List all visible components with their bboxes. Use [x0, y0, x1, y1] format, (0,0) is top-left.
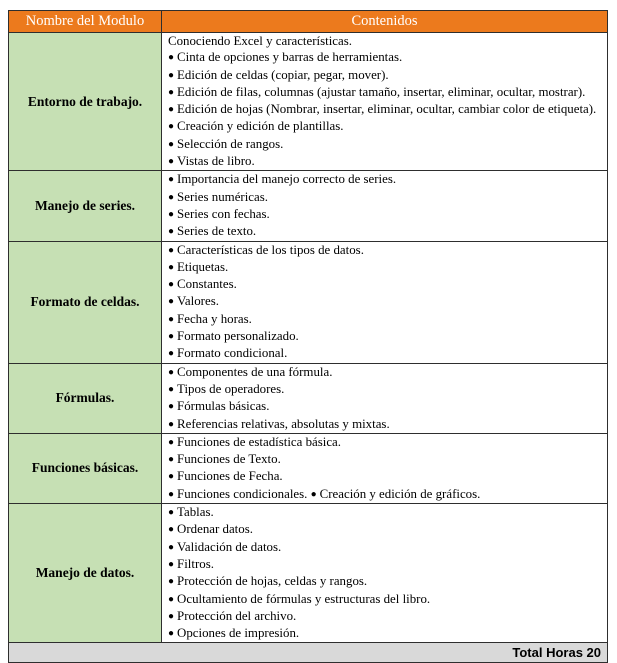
- bullet-icon: ●: [168, 226, 175, 238]
- bullet-icon: ●: [168, 296, 175, 308]
- content-item: [168, 153, 601, 170]
- content-item: [168, 189, 601, 206]
- course-content-table: [8, 10, 608, 663]
- content-item: [168, 486, 601, 503]
- bullet-icon: ●: [168, 69, 175, 81]
- bullet-icon: ●: [310, 488, 317, 500]
- content-item: [168, 608, 601, 625]
- content-item: [168, 398, 601, 415]
- total-row: [9, 643, 608, 663]
- content-item-text: Características de los tipos de datos.: [177, 242, 364, 257]
- content-item-text: Formato personalizado.: [177, 329, 299, 344]
- content-item: [168, 293, 601, 310]
- module-name: Entorno de trabajo.: [9, 33, 162, 171]
- bullet-icon: ●: [168, 191, 175, 203]
- content-item: [168, 539, 601, 556]
- content-item-text: Opciones de impresión.: [177, 626, 300, 641]
- module-name: Manejo de series.: [9, 171, 162, 241]
- bullet-icon: ●: [168, 86, 175, 98]
- content-item-text: Validación de datos.: [177, 539, 282, 554]
- module-contents: [162, 241, 608, 363]
- content-item-text: Fecha y horas.: [177, 311, 252, 326]
- content-item: [168, 591, 601, 608]
- content-item-text: Selección de rangos.: [177, 136, 284, 151]
- content-item-text: Fórmulas básicas.: [177, 399, 270, 414]
- content-item: [168, 468, 601, 485]
- bullet-icon: ●: [168, 156, 175, 168]
- content-item-text: Formato condicional.: [177, 346, 288, 361]
- module-row: [9, 171, 608, 241]
- header-contents: Contenidos: [162, 11, 608, 33]
- content-item: [168, 223, 601, 240]
- content-item-text: Cinta de opciones y barras de herramientas.: [177, 50, 403, 65]
- content-item: [168, 242, 601, 259]
- content-item-text: Edición de celdas (copiar, pegar, mover).: [177, 67, 389, 82]
- content-item: [168, 556, 601, 573]
- bullet-icon: ●: [168, 524, 175, 536]
- bullet-icon: ●: [168, 576, 175, 588]
- module-name: Manejo de datos.: [9, 504, 162, 643]
- module-row: [9, 241, 608, 363]
- content-item-text: Series de texto.: [177, 224, 257, 239]
- content-item-text: Constantes.: [177, 277, 237, 292]
- content-item: [168, 84, 601, 101]
- header-module: Nombre del Modulo: [9, 11, 162, 33]
- content-item-text: Protección de hojas, celdas y rangos.: [177, 574, 368, 589]
- content-item-text: Funciones de estadística básica.: [177, 434, 341, 449]
- bullet-icon: ●: [168, 366, 175, 378]
- bullet-icon: ●: [168, 279, 175, 291]
- content-intro: Conociendo Excel y características.: [168, 34, 352, 48]
- bullet-icon: ●: [168, 488, 175, 500]
- content-item-text: Edición de hojas (Nombrar, insertar, eliminar, ocultar, cambiar color de etiqueta).: [177, 102, 597, 117]
- total-hours: Total Horas 20: [9, 643, 608, 663]
- bullet-icon: ●: [168, 313, 175, 325]
- content-item-text: Funciones de Fecha.: [177, 469, 283, 484]
- content-item: [168, 416, 601, 433]
- content-item-text: Ordenar datos.: [177, 522, 253, 537]
- bullet-icon: ●: [168, 52, 175, 64]
- content-item-text: Importancia del manejo correcto de series.: [177, 172, 397, 187]
- module-row: [9, 363, 608, 433]
- header-row: [9, 11, 608, 33]
- bullet-icon: ●: [168, 401, 175, 413]
- content-item: [168, 101, 601, 118]
- content-item: [168, 381, 601, 398]
- content-item-text: Edición de filas, columnas (ajustar tamaño, insertar, eliminar, ocultar, mostrar).: [177, 84, 586, 99]
- content-item: [168, 118, 601, 135]
- bullet-icon: ●: [168, 558, 175, 570]
- module-contents: [162, 504, 608, 643]
- bullet-icon: ●: [168, 507, 175, 519]
- module-row: [9, 33, 608, 171]
- module-name: Formato de celdas.: [9, 241, 162, 363]
- content-item: [168, 328, 601, 345]
- content-item-text: Referencias relativas, absolutas y mixtas.: [177, 416, 390, 431]
- content-item: [168, 259, 601, 276]
- content-item: [168, 504, 601, 521]
- content-item: [168, 67, 601, 84]
- module-row: [9, 433, 608, 503]
- module-contents: [162, 433, 608, 503]
- bullet-icon: ●: [168, 331, 175, 343]
- content-item-text: Componentes de una fórmula.: [177, 364, 333, 379]
- content-item-text: Series con fechas.: [177, 206, 270, 221]
- bullet-icon: ●: [168, 138, 175, 150]
- bullet-icon: ●: [168, 418, 175, 430]
- content-item-text: Tipos de operadores.: [177, 381, 285, 396]
- bullet-icon: ●: [168, 383, 175, 395]
- content-item: [168, 625, 601, 642]
- module-row: [9, 504, 608, 643]
- content-item: [168, 276, 601, 293]
- content-item-text: Vistas de libro.: [177, 154, 255, 169]
- module-name: Funciones básicas.: [9, 433, 162, 503]
- bullet-icon: ●: [168, 208, 175, 220]
- bullet-icon: ●: [168, 610, 175, 622]
- content-item: [168, 206, 601, 223]
- module-contents: [162, 33, 608, 171]
- content-item: [168, 171, 601, 188]
- bullet-icon: ●: [168, 454, 175, 466]
- content-item: [168, 49, 601, 66]
- module-contents: [162, 363, 608, 433]
- content-item: [168, 434, 601, 451]
- content-item-text: Funciones condicionales.: [177, 486, 308, 501]
- content-item: [168, 573, 601, 590]
- bullet-icon: ●: [168, 593, 175, 605]
- content-item-text: Creación y edición de plantillas.: [177, 119, 344, 134]
- bullet-icon: ●: [168, 261, 175, 273]
- bullet-icon: ●: [168, 244, 175, 256]
- bullet-icon: ●: [168, 104, 175, 116]
- content-item-text: Funciones de Texto.: [177, 452, 281, 467]
- content-item: [168, 311, 601, 328]
- content-item: [168, 136, 601, 153]
- bullet-icon: ●: [168, 121, 175, 133]
- content-item-text: Tablas.: [177, 505, 214, 520]
- content-item-text: Filtros.: [177, 556, 214, 571]
- content-item: [168, 345, 601, 362]
- content-item: [168, 451, 601, 468]
- content-item: [168, 521, 601, 538]
- content-item-text: Etiquetas.: [177, 259, 229, 274]
- content-item-text: Valores.: [177, 294, 219, 309]
- bullet-icon: ●: [168, 628, 175, 640]
- content-item-text: Ocultamiento de fórmulas y estructuras del libro.: [177, 591, 431, 606]
- table-body: [9, 33, 608, 643]
- module-name: Fórmulas.: [9, 363, 162, 433]
- content-item-text: Series numéricas.: [177, 189, 268, 204]
- content-item-text: Creación y edición de gráficos.: [319, 486, 481, 501]
- module-contents: [162, 171, 608, 241]
- bullet-icon: ●: [168, 436, 175, 448]
- bullet-icon: ●: [168, 174, 175, 186]
- bullet-icon: ●: [168, 541, 175, 553]
- content-item-text: Protección del archivo.: [177, 608, 297, 623]
- bullet-icon: ●: [168, 471, 175, 483]
- content-item: [168, 364, 601, 381]
- bullet-icon: ●: [168, 348, 175, 360]
